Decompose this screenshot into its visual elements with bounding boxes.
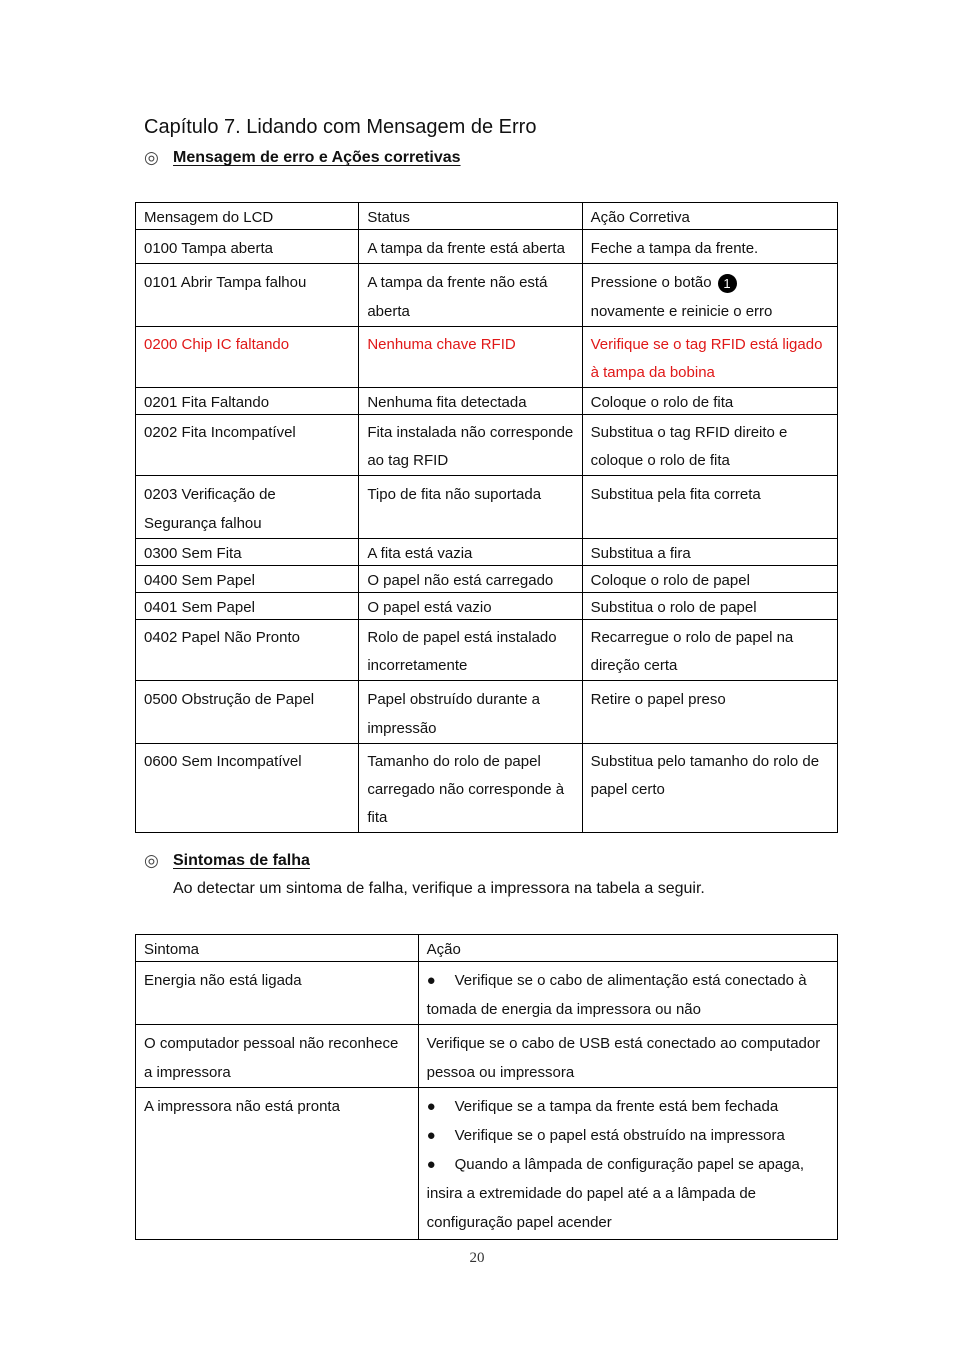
table-row xyxy=(136,962,838,1025)
symptom-table xyxy=(135,934,838,1240)
status: Papel obstruído durante a impressão xyxy=(359,681,582,744)
corrective-action: Recarregue o rolo de papel na direção certa xyxy=(582,620,837,681)
status: A tampa da frente está aberta xyxy=(359,230,582,264)
bullet-icon: ● xyxy=(426,1098,436,1115)
status: Tamanho do rolo de papel carregado não corresponde à fita xyxy=(359,744,582,833)
error-table xyxy=(135,202,838,833)
lcd-message: 0500 Obstrução de Papel xyxy=(136,681,359,744)
table-row xyxy=(136,744,838,833)
table-header-row xyxy=(136,203,838,230)
action-item xyxy=(427,1092,829,1121)
corrective-action: Substitua o tag RFID direito e coloque o rolo de fita xyxy=(582,415,837,476)
status: Tipo de fita não suportada xyxy=(359,476,582,539)
section-title: Mensagem de erro e Ações corretivas xyxy=(173,149,461,166)
table-row xyxy=(136,476,838,539)
status: O papel não está carregado xyxy=(359,566,582,593)
action-text: Verifique se o cabo de alimentação está conectado à tomada de energia da impressora ou não xyxy=(426,972,807,1018)
status: O papel está vazio xyxy=(359,593,582,620)
corrective-action: Coloque o rolo de fita xyxy=(582,388,837,415)
table-row xyxy=(136,264,838,327)
corrective-action: Substitua o rolo de papel xyxy=(582,593,837,620)
header-cell: Ação Corretiva xyxy=(582,203,837,230)
table-row-highlighted xyxy=(136,327,838,388)
status: Nenhuma chave RFID xyxy=(359,327,582,388)
bullet-icon: ● xyxy=(426,1127,436,1144)
action-item xyxy=(427,1150,829,1237)
action-text: Verifique se o papel está obstruído na impressora xyxy=(454,1127,785,1144)
symptom: O computador pessoal não reconhece a impressora xyxy=(136,1025,419,1088)
header-cell: Mensagem do LCD xyxy=(136,203,359,230)
table-row xyxy=(136,566,838,593)
action-text-continued: novamente e reinicie o erro xyxy=(590,303,773,320)
table-row xyxy=(136,415,838,476)
corrective-action: Substitua a fira xyxy=(582,539,837,566)
lcd-message: 0201 Fita Faltando xyxy=(136,388,359,415)
action-text: Quando a lâmpada de configuração papel se apaga, insira a extremidade do papel até a a lâmpada de configuração papel acender xyxy=(426,1156,805,1231)
page-number: 20 xyxy=(469,1250,485,1266)
table-row xyxy=(136,1088,838,1240)
status: Nenhuma fita detectada xyxy=(359,388,582,415)
action-text: Pressione o botão xyxy=(590,274,712,291)
chapter-title: Capítulo 7. Lidando com Mensagem de Erro xyxy=(144,116,537,138)
lcd-message: 0101 Abrir Tampa falhou xyxy=(136,264,359,327)
action-item xyxy=(427,1121,829,1150)
lcd-message: 0402 Papel Não Pronto xyxy=(136,620,359,681)
corrective-action: Verifique se o tag RFID está ligado à tampa da bobina xyxy=(582,327,837,388)
table-header-row xyxy=(136,935,838,962)
intro-text: Ao detectar um sintoma de falha, verifique a impressora na tabela a seguir. xyxy=(173,880,705,897)
header-cell: Status xyxy=(359,203,582,230)
status: A fita está vazia xyxy=(359,539,582,566)
corrective-action: Substitua pela fita correta xyxy=(582,476,837,539)
table-row xyxy=(136,388,838,415)
lcd-message: 0100 Tampa aberta xyxy=(136,230,359,264)
status: Rolo de papel está instalado incorretamente xyxy=(359,620,582,681)
corrective-action: Retire o papel preso xyxy=(582,681,837,744)
lcd-message: 0400 Sem Papel xyxy=(136,566,359,593)
corrective-action: Coloque o rolo de papel xyxy=(582,566,837,593)
circle-marker-icon: ◎ xyxy=(144,851,159,870)
bullet-icon: ● xyxy=(426,972,436,989)
table-row xyxy=(136,620,838,681)
section-title: Sintomas de falha xyxy=(173,852,310,869)
action xyxy=(418,1088,837,1240)
lcd-message: 0300 Sem Fita xyxy=(136,539,359,566)
section-failure-symptoms xyxy=(144,851,310,871)
table-row xyxy=(136,1025,838,1088)
action xyxy=(418,962,837,1025)
header-cell: Sintoma xyxy=(136,935,419,962)
action: Verifique se o cabo de USB está conectado ao computador pessoa ou impressora xyxy=(418,1025,837,1088)
header-cell: Ação xyxy=(418,935,837,962)
symptom: Energia não está ligada xyxy=(136,962,419,1025)
table-row xyxy=(136,539,838,566)
status: Fita instalada não corresponde ao tag RFID xyxy=(359,415,582,476)
lcd-message: 0203 Verificação de Segurança falhou xyxy=(136,476,359,539)
lcd-message: 0202 Fita Incompatível xyxy=(136,415,359,476)
corrective-action: Feche a tampa da frente. xyxy=(582,230,837,264)
lcd-message: 0401 Sem Papel xyxy=(136,593,359,620)
lcd-message: 0200 Chip IC faltando xyxy=(136,327,359,388)
table-row xyxy=(136,681,838,744)
corrective-action: Substitua pelo tamanho do rolo de papel certo xyxy=(582,744,837,833)
table-row xyxy=(136,593,838,620)
table-row xyxy=(136,230,838,264)
bullet-icon: ● xyxy=(426,1156,436,1173)
lcd-message: 0600 Sem Incompatível xyxy=(136,744,359,833)
section-error-messages xyxy=(144,148,461,168)
button-number-icon: 1 xyxy=(718,274,737,293)
corrective-action xyxy=(582,264,837,327)
status: A tampa da frente não está aberta xyxy=(359,264,582,327)
action-text: Verifique se a tampa da frente está bem fechada xyxy=(454,1098,779,1115)
circle-marker-icon: ◎ xyxy=(144,148,159,167)
symptom: A impressora não está pronta xyxy=(136,1088,419,1240)
